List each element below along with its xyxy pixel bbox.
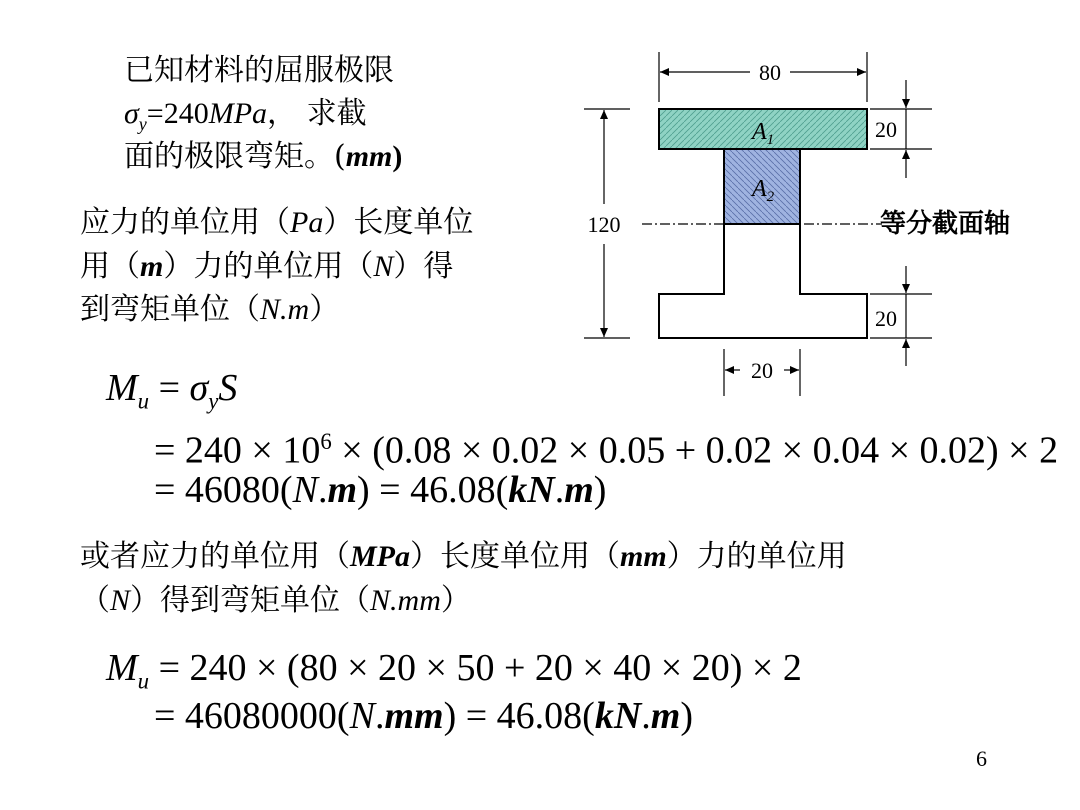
cross-section-figure	[570, 44, 1050, 404]
lower-section-outline	[659, 224, 867, 338]
equation-2-line-1: $M_u = 240 \times (80 \times 20 \times 50 + 20 \times 40 \times 20) \times 2$	[106, 647, 802, 694]
page-number: 6	[976, 746, 987, 771]
units-note-line-3: 到弯矩单位（N.m）	[80, 292, 340, 327]
equation-1-line-2: = $240 \times 10^6 \times (0.08 \times 0.02 \times 0.05 + 0.02 \times 0.04 \times 0.02) \times 2$	[154, 429, 1059, 472]
dim-width-top-label: 80	[759, 60, 781, 85]
dim-flange-bottom-label: 20	[875, 306, 897, 331]
problem-line-2: $\sigma_y=240MPa$， 求截	[124, 96, 367, 134]
area1-label: $A_1$	[752, 119, 775, 148]
units-note-line-2: 用（m）力的单位用（N）得	[80, 249, 454, 284]
dim-height-total-label: 120	[587, 212, 621, 237]
dim-flange-top-label: 20	[875, 117, 897, 142]
equation-2-line-2: = 46080000(N.mm) = 46.08(kN.m)	[154, 695, 693, 737]
units-note2-line-1: 或者应力的单位用（MPa）长度单位用（mm）力的单位用	[80, 539, 847, 574]
dim-web-label: 20	[751, 358, 773, 383]
equation-1-line-1: $M_u = \sigma_yS$	[106, 367, 238, 414]
problem-line-3: 面的极限弯矩。(mm)	[124, 139, 403, 174]
problem-line-1: 已知材料的屈服极限	[124, 53, 394, 88]
units-note2-line-2: （N）得到弯矩单位（N.mm）	[80, 583, 471, 618]
area2-label: $A_2$	[752, 176, 775, 205]
axis-label: 等分截面轴	[880, 208, 1011, 238]
equation-1-line-3: = 46080(N.m) = 46.08(kN.m)	[154, 469, 607, 511]
units-note-line-1: 应力的单位用（Pa）长度单位	[80, 205, 474, 240]
